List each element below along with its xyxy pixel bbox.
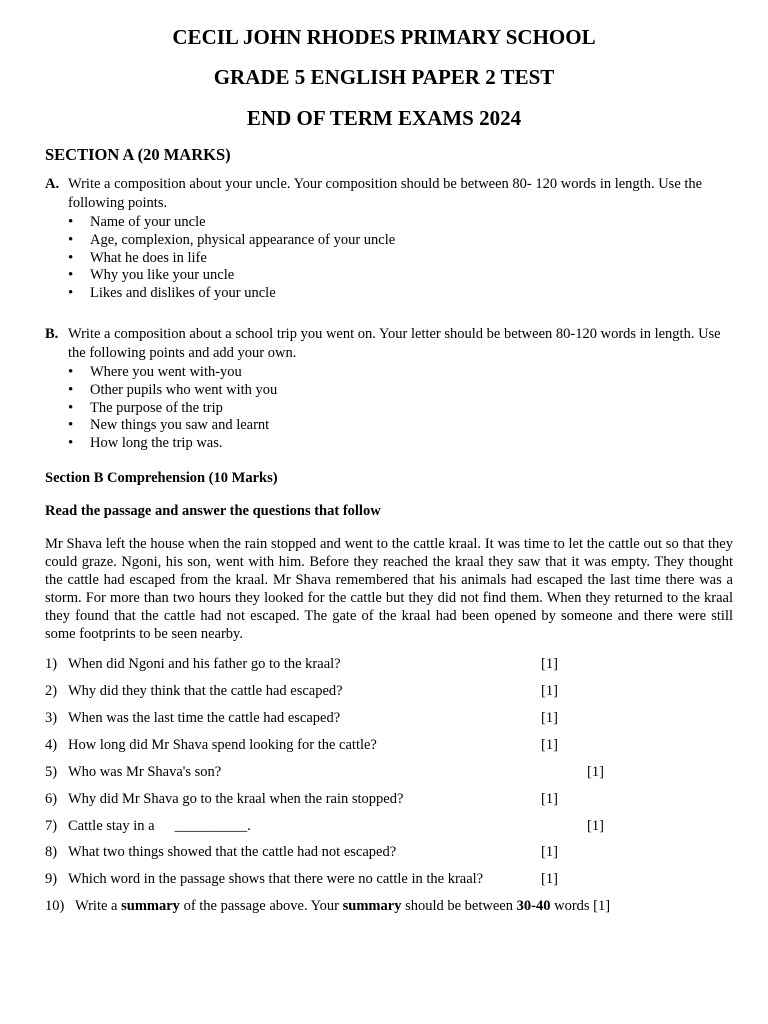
question-5-mark: [1] (587, 764, 604, 780)
q10-bold-summary-2: summary (342, 898, 402, 914)
list-item (68, 400, 735, 418)
list-item-text: What he does in life (90, 249, 207, 266)
list-item-text: Age, complexion, physical appearance of your uncle (90, 231, 396, 248)
question-6-mark: [1] (541, 791, 558, 807)
exam-title: END OF TERM EXAMS 2024 (246, 106, 522, 130)
list-item (68, 382, 735, 400)
question-text: How long did Mr Shava spend looking for the cattle? (68, 737, 377, 753)
question-3 (45, 709, 340, 728)
task-b-label: B. (45, 326, 59, 342)
question-8-mark: [1] (541, 844, 558, 860)
question-1-mark: [1] (541, 656, 558, 672)
question-text: Cattle stay in a (68, 818, 155, 834)
question-number: 4) (45, 737, 58, 753)
school-name: CECIL JOHN RHODES PRIMARY SCHOOL (172, 25, 596, 49)
question-number: 1) (45, 656, 58, 672)
list-item (68, 267, 735, 285)
q10-part-1: Write a (75, 898, 118, 914)
section-b-heading: Section B Comprehension (10 Marks) (45, 470, 278, 486)
passage-instruction: Read the passage and answer the questions that follow (45, 503, 381, 519)
section-a-heading: SECTION A (20 MARKS) (45, 145, 231, 164)
list-item-text: Why you like your uncle (90, 267, 235, 284)
bullet: • (68, 214, 74, 230)
q10-part-3: should be between (405, 898, 513, 914)
question-4 (45, 736, 377, 755)
task-b-points (68, 364, 735, 453)
list-item-text: Likes and dislikes of your uncle (90, 285, 276, 302)
question-10 (45, 897, 610, 916)
question-number: 3) (45, 710, 58, 726)
question-number: 6) (45, 791, 58, 807)
question-text: When did Ngoni and his father go to the kraal? (68, 656, 341, 672)
list-item (68, 285, 735, 303)
list-item (68, 435, 735, 453)
list-item-text: Where you went with-you (90, 364, 242, 380)
question-number: 7) (45, 818, 58, 834)
bullet: • (68, 249, 74, 266)
list-item-text: Name of your uncle (90, 214, 206, 230)
question-number: 9) (45, 871, 58, 887)
question-number: 8) (45, 844, 58, 860)
list-item-text: New things you saw and learnt (90, 417, 270, 434)
q10-bold-word-range: 30-40 (516, 898, 551, 914)
bullet: • (68, 364, 74, 380)
question-text: Why did Mr Shava go to the kraal when the rain stopped? (68, 791, 404, 807)
q10-part-4: words [1] (554, 898, 611, 914)
task-b-instructions: Write a composition about a school trip you went on. Your letter should be between 80-120 words in length. Use the following points and add your own. (68, 326, 721, 361)
question-9 (45, 870, 483, 889)
list-item (68, 232, 735, 250)
answer-blank: __________. (174, 818, 251, 834)
question-text: When was the last time the cattle had escaped? (68, 710, 341, 726)
question-text: Why did they think that the cattle had escaped? (68, 683, 343, 699)
question-7-mark: [1] (587, 818, 604, 834)
task-a-instructions: Write a composition about your uncle. Your composition should be between 80- 120 words in length. Use the following points. (68, 176, 703, 211)
bullet: • (68, 267, 74, 284)
list-item (68, 250, 735, 268)
comprehension-passage: Mr Shava left the house when the rain stopped and went to the cattle kraal. It was time to let the cattle out so that they could graze. Ngoni, his son, went with him. Before they reached the kraal they saw that it was empty. They thought the cattle had escaped from the kraal. Mr Shava remembered that his animals had escaped the last time there was a storm. For more than two hours they looked for the cattle but they did not find them. When they returned to the kraal they found that the cattle had not escaped. The gate of the kraal had been opened by someone and there were still some footprints to be seen nearby. (45, 536, 733, 642)
bullet: • (68, 231, 74, 248)
question-8 (45, 843, 396, 862)
bullet: • (68, 435, 74, 452)
q10-part-2: of the passage above. Your (183, 898, 340, 914)
bullet: • (68, 399, 74, 416)
list-item (68, 417, 735, 435)
list-item-text: The purpose of the trip (90, 399, 223, 416)
question-5 (45, 763, 221, 782)
question-1 (45, 655, 341, 674)
question-number: 2) (45, 683, 58, 699)
question-2-mark: [1] (541, 683, 558, 699)
list-item (68, 214, 735, 232)
question-text: Which word in the passage shows that there were no cattle in the kraal? (68, 871, 484, 887)
question-9-mark: [1] (541, 871, 558, 887)
task-a (45, 175, 735, 303)
question-6 (45, 790, 403, 809)
question-4-mark: [1] (541, 737, 558, 753)
task-b (45, 325, 735, 453)
question-2 (45, 682, 343, 701)
list-item-text: Other pupils who went with you (90, 381, 278, 398)
question-text: Who was Mr Shava's son? (68, 764, 222, 780)
q10-bold-summary: summary (121, 898, 180, 914)
bullet: • (68, 417, 74, 434)
list-item (68, 364, 735, 382)
question-text: What two things showed that the cattle had not escaped? (68, 844, 397, 860)
paper-title: GRADE 5 ENGLISH PAPER 2 TEST (213, 65, 555, 89)
question-7 (45, 817, 251, 836)
question-3-mark: [1] (541, 710, 558, 726)
bullet: • (68, 381, 74, 398)
bullet: • (68, 285, 74, 302)
question-number: 10) (45, 898, 65, 914)
task-a-label: A. (45, 176, 60, 192)
list-item-text: How long the trip was. (90, 435, 223, 452)
question-number: 5) (45, 764, 58, 780)
task-a-points (68, 214, 735, 303)
